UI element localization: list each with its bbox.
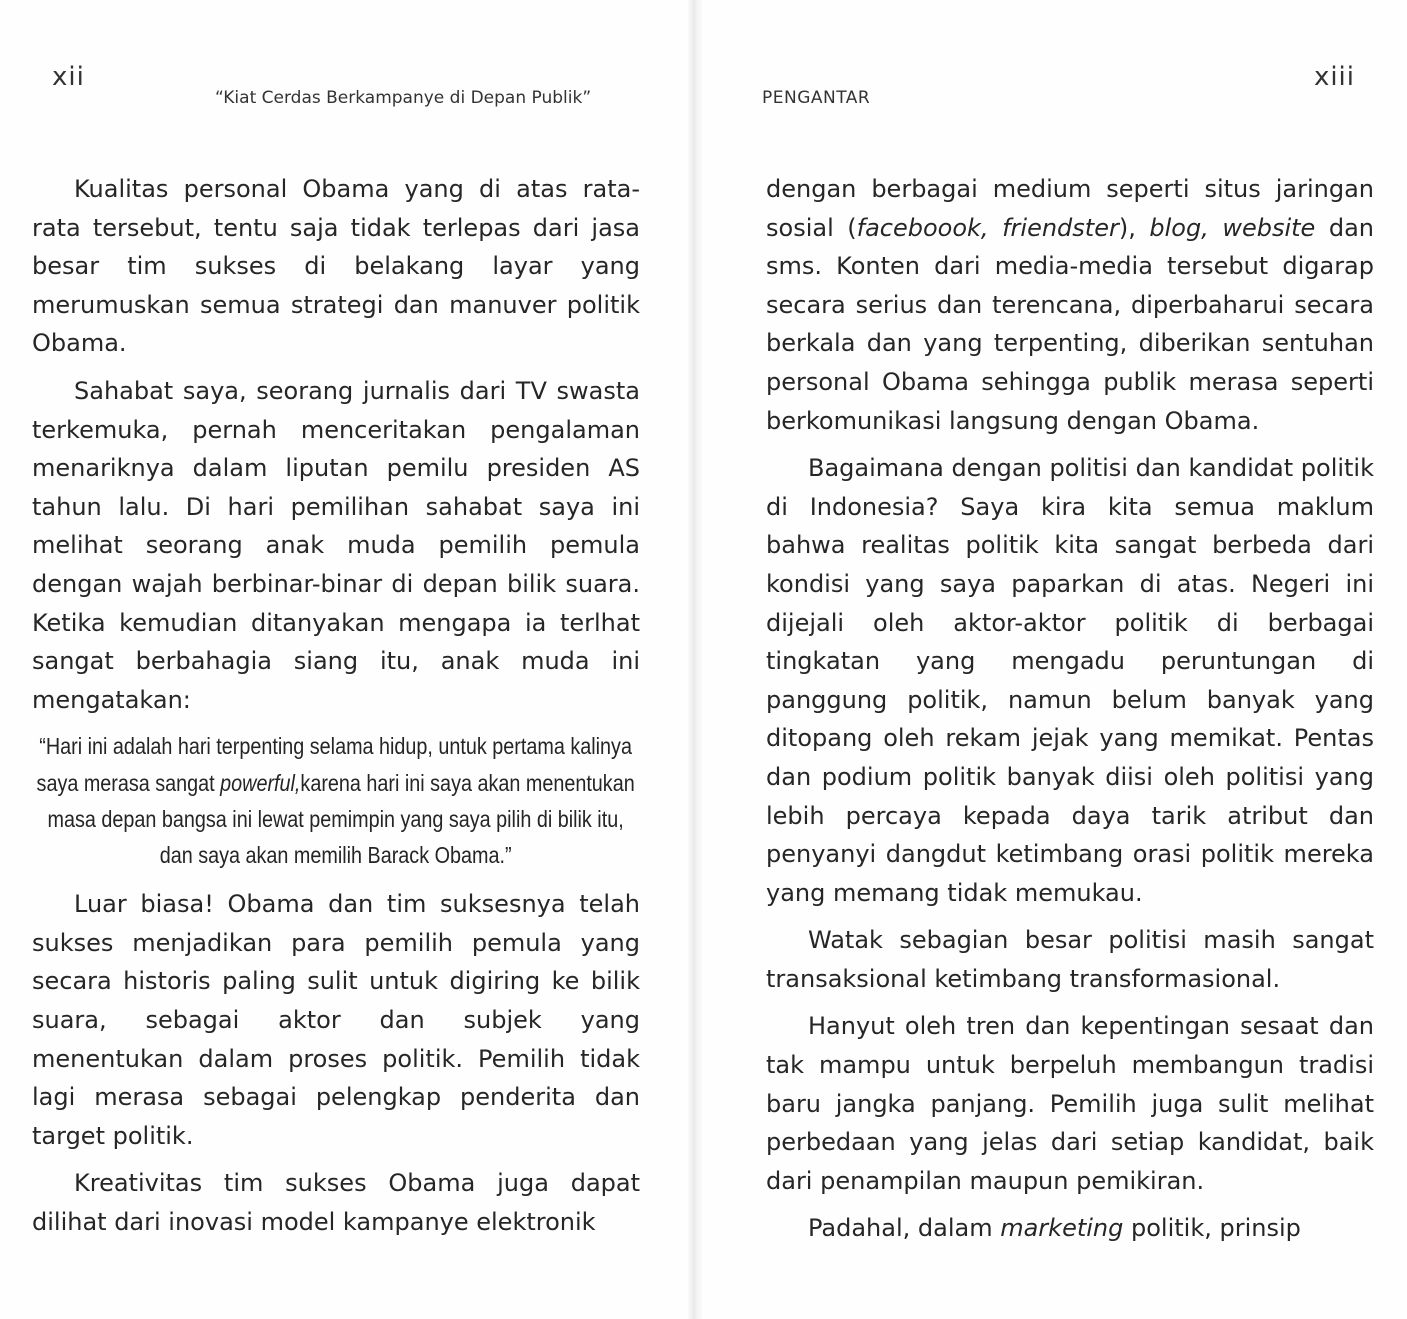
emphasis-text: blog, website bbox=[1149, 213, 1316, 242]
paragraph-text: Padahal, dalam bbox=[808, 1214, 1001, 1243]
left-page-body bbox=[32, 170, 640, 1250]
page-number: xii bbox=[52, 62, 85, 92]
paragraph: Kualitas personal Obama yang di atas rata-rata tersebut, tentu saja tidak terlepas dari jasa besar tim sukses di belakang layar yang merumuskan semua strategi dan manuver politik Obama. bbox=[32, 175, 640, 358]
left-page bbox=[0, 0, 688, 1319]
paragraph bbox=[766, 170, 1374, 440]
paragraph: Sahabat saya, seorang jurnalis dari TV swasta terkemuka, pernah menceritakan pengalaman menariknya dalam liputan pemilu presiden AS tahun lalu. Di hari pemilihan sahabat saya ini melihat seorang anak muda pemilih pemula dengan wajah berbinar-binar di depan bilik suara. Ketika kemudian ditanyakan mengapa ia terlhat sangat berbahagia siang itu, anak muda ini mengatakan: bbox=[32, 376, 640, 714]
paragraph-text: dengan berbagai medium seperti situs jaringan sosial ( bbox=[766, 175, 1374, 242]
emphasis-text: marketing bbox=[1000, 1214, 1124, 1243]
paragraph: Luar biasa! Obama dan tim suksesnya telah sukses menjadikan para pemilih pemula yang secara historis paling sulit untuk digiring ke bilik suara, sebagai aktor dan subjek yang menentukan dalam proses politik. Pemilih tidak lagi merasa sebagai pelengkap penderita dan target politik. bbox=[32, 890, 640, 1150]
quote-text: karena hari ini saya akan menentukan masa depan bangsa ini lewat pemimpin yang saya pilih di bilik itu, dan saya akan memilih Barack Obama.” bbox=[47, 769, 636, 868]
book-gutter bbox=[688, 0, 702, 1319]
running-head: PENGANTAR bbox=[762, 88, 871, 108]
paragraph: Watak sebagian besar politisi masih sangat transaksional ketimbang transformasional. bbox=[766, 926, 1374, 993]
emphasis-text: faceboook, friendster bbox=[856, 213, 1119, 242]
paragraph: Hanyut oleh tren dan kepentingan sesaat dan tak mampu untuk berpeluh membangun tradisi baru jangka panjang. Pemilih juga sulit melihat perbedaan yang jelas dari setiap kandidat, baik dari penampilan maupun pemikiran. bbox=[766, 1012, 1374, 1195]
right-page-body bbox=[766, 170, 1374, 1257]
block-quote bbox=[33, 728, 640, 873]
page-number: xiii bbox=[1313, 62, 1355, 92]
right-page bbox=[702, 0, 1407, 1319]
paragraph bbox=[766, 1209, 1374, 1248]
paragraph: Kreativitas tim sukses Obama juga dapat dilihat dari inovasi model kampanye elektronik bbox=[32, 1169, 640, 1236]
running-head: “Kiat Cerdas Berkampanye di Depan Publik” bbox=[215, 88, 592, 108]
paragraph: Bagaimana dengan politisi dan kandidat politik di Indonesia? Saya kira kita semua maklum bahwa realitas politik kita sangat berbeda dari kondisi yang saya paparkan di atas. Negeri ini dijejali oleh aktor-aktor politik di berbagai tingkatan yang mengadu peruntungan di panggung politik, namun belum banyak yang ditopang oleh rekam jejak yang memikat. Pentas dan podium politik banyak diisi oleh politisi yang lebih percaya kepada daya tarik atribut dan penyanyi dangdut ketimbang orasi politik mereka yang memang tidak memukau. bbox=[766, 454, 1374, 907]
quote-text: “Hari ini adalah hari terpenting selama hidup, untuk pertama kalinya saya merasa sangat bbox=[36, 733, 633, 796]
paragraph-text: ), bbox=[1118, 213, 1150, 242]
paragraph-text: dan sms. Konten dari media-media tersebut digarap secara serius dan terencana, diperbaharui secara berkala dan yang terpenting, diberikan sentuhan personal Obama sehingga publik merasa seperti berkomunikasi langsung dengan Obama. bbox=[766, 213, 1374, 435]
paragraph-text: politik, prinsip bbox=[1123, 1214, 1301, 1243]
quote-emphasis: powerful, bbox=[220, 769, 301, 796]
